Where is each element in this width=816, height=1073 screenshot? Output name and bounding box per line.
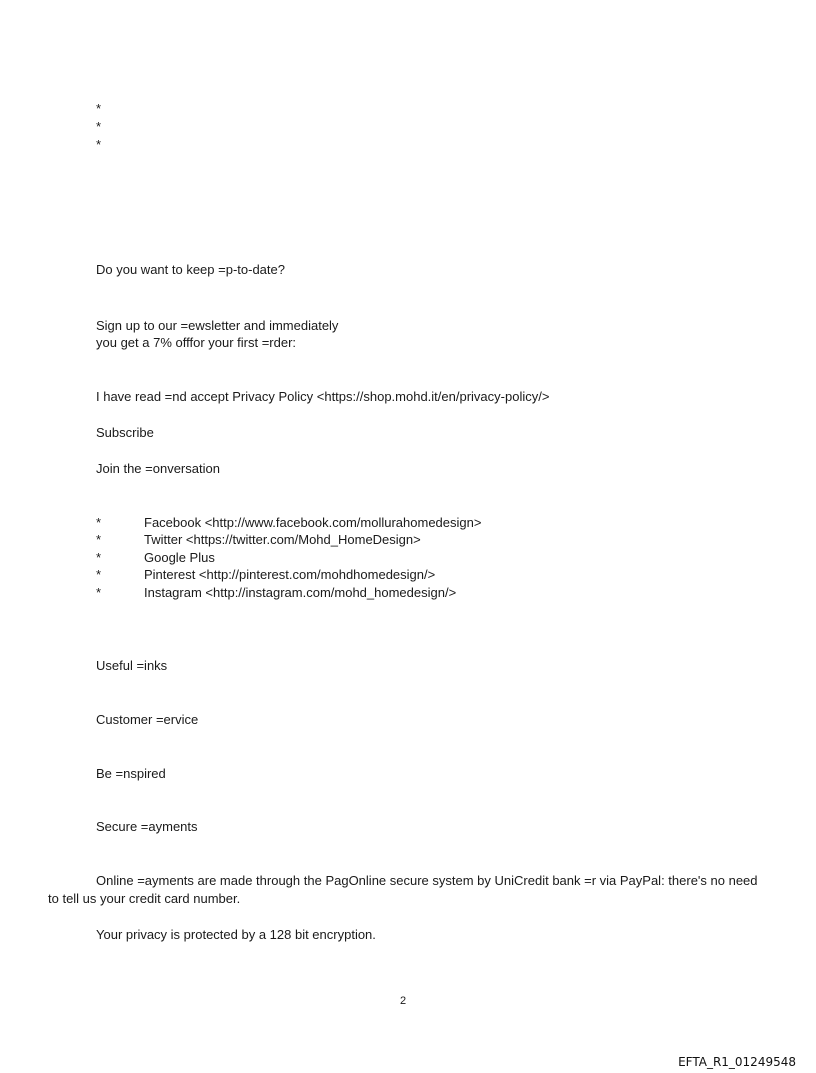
social-link-pinterest[interactable]: Pinterest <http://pinterest.com/mohdhomedesign/> <box>144 567 436 582</box>
social-link-google-plus[interactable]: Google Plus <box>144 550 215 565</box>
social-link-twitter[interactable]: Twitter <https://twitter.com/Mohd_HomeDesign> <box>144 532 421 547</box>
social-bullet: * <box>96 585 102 600</box>
top-bullet-1: * <box>96 101 102 116</box>
newsletter-signup-line-2: you get a 7% offfor your first =rder: <box>96 335 297 350</box>
customer-service-heading[interactable]: Customer =ervice <box>96 712 199 727</box>
top-bullet-2: * <box>96 119 102 134</box>
privacy-paragraph: Your privacy is protected by a 128 bit encryption. <box>96 927 376 942</box>
newsletter-signup-line-1: Sign up to our =ewsletter and immediately <box>96 318 339 333</box>
social-heading: Join the =onversation <box>96 461 220 476</box>
be-inspired-heading[interactable]: Be =nspired <box>96 766 166 781</box>
social-bullet: * <box>96 532 102 547</box>
social-link-instagram[interactable]: Instagram <http://instagram.com/mohd_homedesign/> <box>144 585 457 600</box>
payments-paragraph: Online =ayments are made through the PagOnline secure system by UniCredit bank =r via PayPal: there's no need to tell us your credit card number. <box>48 873 758 906</box>
useful-links-heading[interactable]: Useful =inks <box>96 658 168 673</box>
secure-payments-heading: Secure =ayments <box>96 819 198 834</box>
social-link-facebook[interactable]: Facebook <http://www.facebook.com/mollurahomedesign> <box>144 515 482 530</box>
top-bullet-3: * <box>96 137 102 152</box>
social-bullet: * <box>96 567 102 582</box>
subscribe-button[interactable]: Subscribe <box>96 425 154 440</box>
page-number: 2 <box>400 995 407 1007</box>
document-id: EFTA_R1_01249548 <box>678 1055 796 1069</box>
newsletter-heading: Do you want to keep =p-to-date? <box>96 262 285 277</box>
privacy-consent-text[interactable]: I have read =nd accept Privacy Policy <https://shop.mohd.it/en/privacy-policy/> <box>96 389 550 404</box>
social-bullet: * <box>96 515 102 530</box>
social-bullet: * <box>96 550 102 565</box>
